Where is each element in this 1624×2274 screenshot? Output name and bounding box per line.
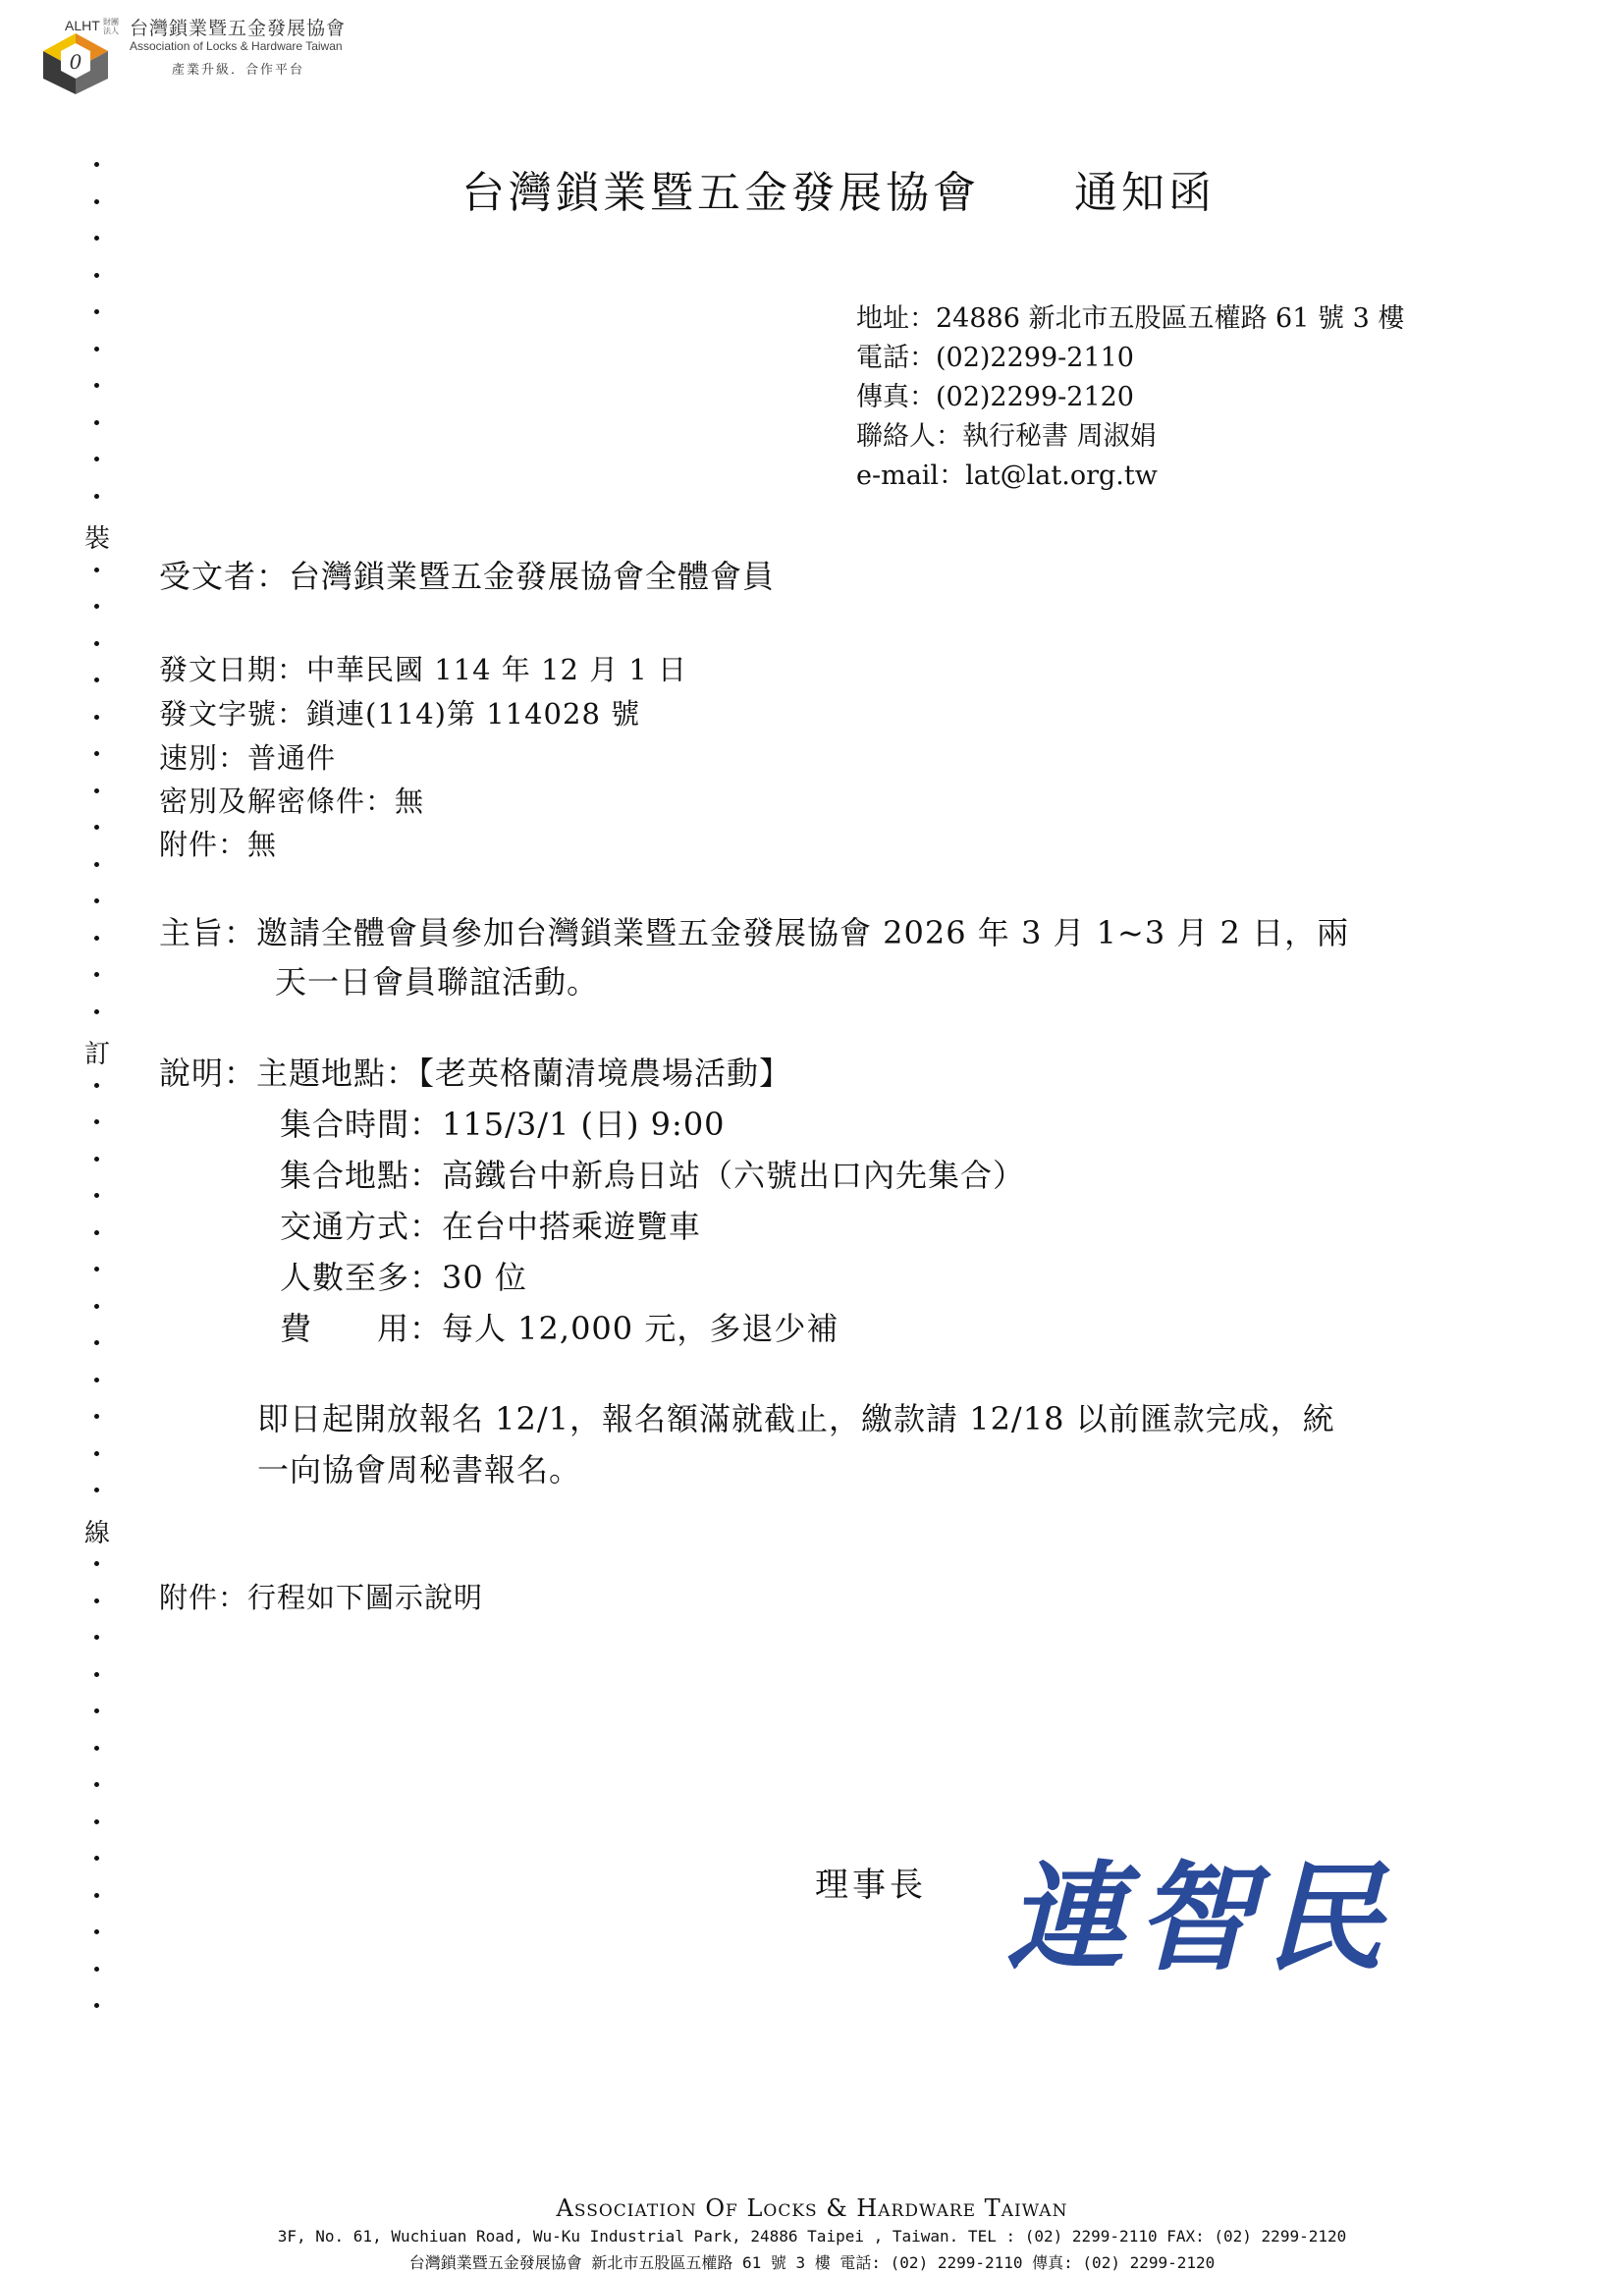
registration-line2: 一向協會周秘書報名。 (257, 1451, 582, 1489)
binding-dot (94, 1929, 99, 1934)
binding-dot (94, 1746, 99, 1751)
binding-char: 訂 (84, 1040, 111, 1069)
binding-dot (94, 1230, 99, 1235)
subject-line2: 天一日會員聯誼活動。 (275, 963, 600, 1001)
logo-acronym: ALHT (65, 18, 100, 33)
binding-dot (94, 1561, 99, 1566)
binding-dot (94, 1009, 99, 1014)
binding-dot (94, 199, 99, 204)
binding-dot (94, 1708, 99, 1713)
description-time: 集合時間：115/3/1 (日) 9:00 (280, 1106, 726, 1143)
binding-dot (94, 1782, 99, 1787)
binding-dot (94, 1819, 99, 1824)
binding-dot (94, 1414, 99, 1419)
document-number: 發文字號：鎖連(114)第 114028 號 (159, 697, 641, 731)
binding-dot (94, 1193, 99, 1198)
logo-name-en: Association of Locks & Hardware Taiwan (130, 39, 343, 53)
contact-fax: 傳真：(02)2299-2120 (856, 382, 1134, 412)
attachment-note: 附件：行程如下圖示說明 (159, 1581, 484, 1614)
svg-text:0: 0 (69, 50, 82, 74)
binding-dot (94, 273, 99, 278)
binding-dot (94, 457, 99, 461)
binding-dot (94, 1856, 99, 1861)
logo-slogan: 產業升級．合作平台 (172, 63, 305, 78)
binding-dot (94, 641, 99, 646)
description-theme: 說明：主題地點：【老英格蘭清境農場活動】 (159, 1055, 792, 1092)
binding-dot (94, 347, 99, 352)
binding-dot (94, 1488, 99, 1492)
description-place: 集合地點：高鐵台中新烏日站（六號出口內先集合） (280, 1157, 1026, 1194)
chairman-signature (1006, 1824, 1395, 1993)
issue-date: 發文日期：中華民國 114 年 12 月 1 日 (159, 653, 688, 686)
binding-dot (94, 715, 99, 720)
binding-dot (94, 972, 99, 977)
speed-class: 速別：普通件 (159, 741, 337, 775)
contact-address: 地址：24886 新北市五股區五權路 61 號 3 樓 (856, 303, 1405, 334)
description-fee: 費 用：每人 12,000 元，多退少補 (280, 1310, 839, 1347)
binding-dot (94, 604, 99, 609)
logo-name-cn: 台灣鎖業暨五金發展協會 (130, 18, 347, 39)
contact-phone: 電話：(02)2299-2110 (856, 343, 1134, 373)
binding-dot (94, 1635, 99, 1640)
binding-dot (94, 751, 99, 756)
binding-dot (94, 1083, 99, 1088)
registration-line1: 即日起開放報名 12/1，報名額滿就截止，繳款請 12/18 以前匯款完成，統 (257, 1400, 1335, 1437)
binding-dot (94, 1304, 99, 1309)
attachment-none: 附件：無 (159, 828, 278, 861)
binding-dot (94, 1378, 99, 1382)
binding-dot (94, 1598, 99, 1603)
binding-dot (94, 1157, 99, 1162)
footer-address-en: 3F, No. 61, Wuchiuan Road, Wu-Ku Industrial Park, 24886 Taipei , Taiwan. TEL : (02) 2299-2110 FAX: (02) 2299-2120 (277, 2227, 1347, 2246)
description-max: 人數至多：30 位 (280, 1259, 527, 1296)
binding-dot (94, 1267, 99, 1272)
binding-dot (94, 825, 99, 830)
binding-dot (94, 494, 99, 499)
binding-dot (94, 568, 99, 572)
binding-dot (94, 1672, 99, 1677)
binding-margin (79, 162, 118, 2047)
binding-dot (94, 1967, 99, 1972)
binding-dot (94, 420, 99, 425)
subject-line1: 主旨：邀請全體會員參加台灣鎖業暨五金發展協會 2026 年 3 月 1~3 月 2 日，兩 (159, 914, 1350, 951)
binding-dot (94, 162, 99, 167)
signature-name: 連智民 (1006, 1849, 1395, 1987)
binding-dot (94, 383, 99, 388)
contact-person: 聯絡人：執行秘書 周淑娟 (856, 421, 1157, 452)
binding-dot (94, 1893, 99, 1898)
binding-char: 線 (84, 1518, 111, 1548)
binding-dot (94, 898, 99, 903)
chairman-label: 理事長 (815, 1866, 927, 1905)
binding-dot (94, 862, 99, 867)
logo-tag: 財團法人 (103, 18, 119, 35)
binding-dot (94, 2003, 99, 2008)
binding-dot (94, 788, 99, 793)
footer-org-en: Association Of Locks & Hardware Taiwan (556, 2194, 1068, 2222)
security-class: 密別及解密條件：無 (159, 785, 425, 818)
binding-dot (94, 309, 99, 314)
page-title: 台灣鎖業暨五金發展協會 通知函 (461, 168, 1216, 218)
description-transport: 交通方式：在台中搭乘遊覽車 (280, 1208, 702, 1245)
contact-email: e-mail：lat@lat.org.tw (856, 460, 1158, 491)
binding-char: 裝 (84, 524, 111, 554)
binding-dot (94, 1340, 99, 1345)
binding-dot (94, 236, 99, 241)
footer-address-cn: 台灣鎖業暨五金發展協會 新北市五股區五權路 61 號 3 樓 電話: (02) 2299-2110 傳真: (02) 2299-2120 (408, 2253, 1216, 2272)
recipient: 受文者：台灣鎖業暨五金發展協會全體會員 (159, 558, 776, 595)
binding-dot (94, 1451, 99, 1456)
binding-dot (94, 936, 99, 941)
binding-dot (94, 1119, 99, 1124)
binding-dot (94, 677, 99, 682)
